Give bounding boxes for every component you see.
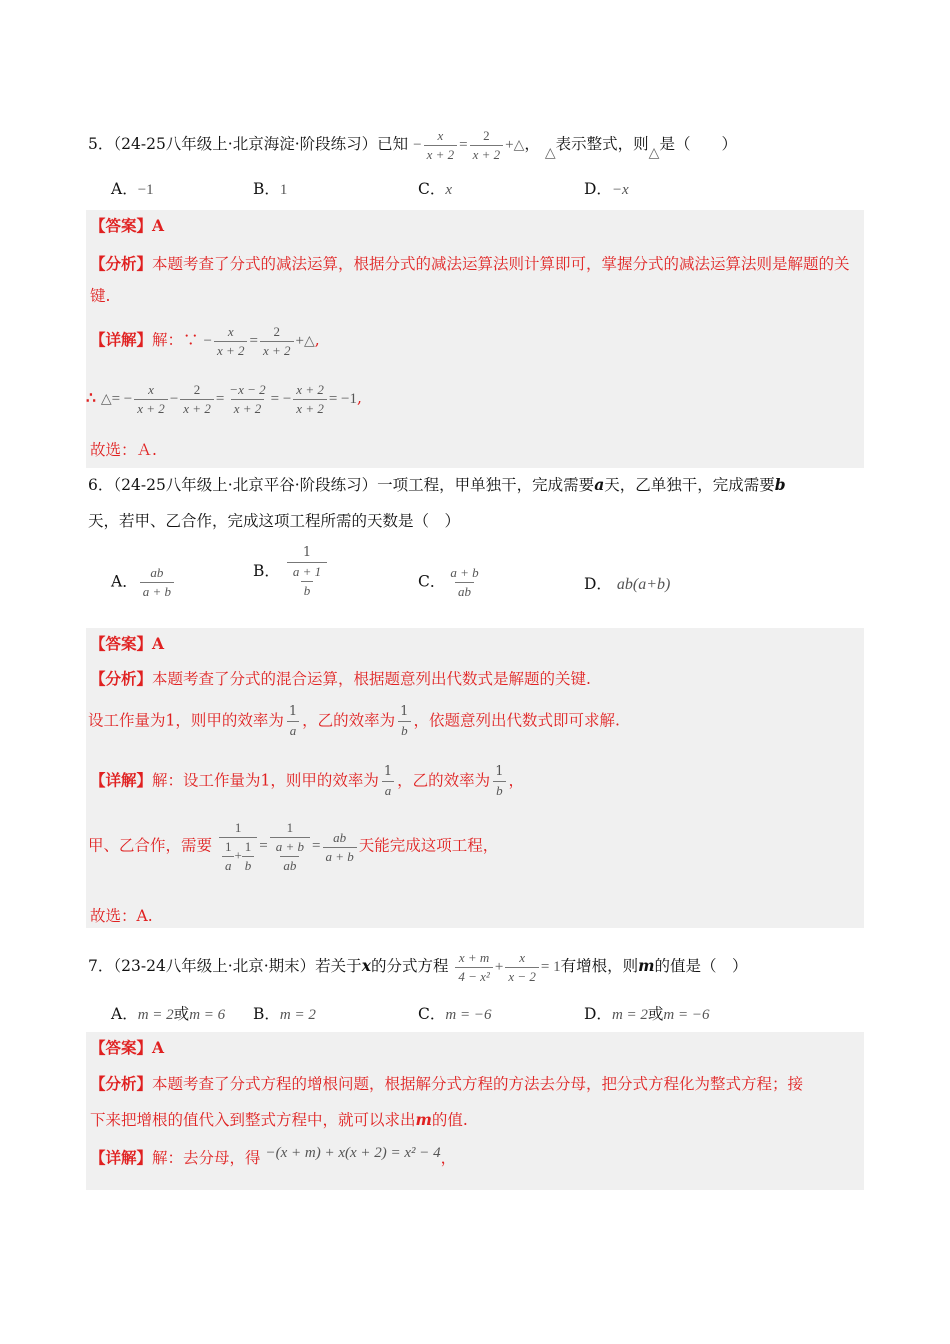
q5-number: 5．: [88, 134, 114, 153]
triangle-icon: △: [648, 144, 660, 161]
q7-option-d[interactable]: D．m = 2或m = −6: [584, 1005, 710, 1023]
triangle-icon: △: [303, 333, 315, 349]
q6-option-a[interactable]: A． $\frac{ab}{a + b}$: [111, 565, 176, 600]
triangle-icon: △: [100, 391, 112, 407]
q5-analysis: 【分析】本题考查了分式的减法运算，根据分式的减法运算法则计算即可，掌握分式的减法运算法则是解题的关键.: [90, 254, 850, 305]
q5-option-c[interactable]: C．x: [418, 180, 453, 198]
q7-option-c[interactable]: C．m = −6: [418, 1005, 492, 1023]
q5-stem: 5．（24-25八年级上·北京海淀·阶段练习）已知 − $\frac{x}{x + 2}$ = $\frac{2}{x + 2}$ +△， △表示整式，则△是（ ）: [88, 128, 737, 162]
q5-source: （24-25八年级上·北京海淀·阶段练习）: [113, 134, 378, 153]
q6-detail-line2: 甲、乙合作，需要 1 $\frac{1}{a}$ + $\frac{1}{b}$ = $\frac{1}{\frac{a + b}{ab}}$ = $\frac{ab}{a + b}$ 天能完成这项工程，: [88, 820, 499, 873]
q6-detail-line1: 【详解】解：设工作量为1，则甲的效率为 $\frac{1}{a}$ ，乙的效率为 $\frac{1}{b}$ ，: [90, 764, 524, 798]
q6-conclusion: 故选：A.: [90, 907, 153, 925]
q6-solution-box: [86, 628, 864, 928]
q5-answer: 【答案】A: [90, 216, 165, 235]
q6-stem-line1: 6．（24-25八年级上·北京平谷·阶段练习）一项工程，甲单独干，完成需要a天，乙单独干，完成需要b: [88, 475, 786, 494]
q7-analysis-line2: 下来把增根的值代入到整式方程中，就可以求出m的值.: [90, 1110, 468, 1129]
q7-detail-line1: 【详解】解：去分母，得 −(x + m) + x(x + 2) = x² − 4，: [90, 1145, 457, 1167]
q7-option-a[interactable]: A．m = 2或m = 6: [111, 1005, 226, 1023]
q7-answer: 【答案】A: [90, 1038, 165, 1057]
triangle-icon: △: [544, 144, 556, 161]
triangle-icon: △: [513, 137, 525, 153]
q7-option-b[interactable]: B．m = 2: [253, 1005, 316, 1023]
q5-detail-line1: 【详解】解：∵ − $\frac{x}{x + 2}$ = $\frac{2}{x + 2}$ +△,: [90, 324, 320, 358]
q5-option-b[interactable]: B．1: [253, 180, 288, 198]
q5-option-d[interactable]: D．−x: [584, 180, 629, 198]
q5-stem-a: 已知: [377, 134, 409, 153]
q6-option-c[interactable]: C． $\frac{a + b}{ab}$: [418, 565, 479, 599]
q6-stem-line2: 天，若甲、乙合作，完成这项工程所需的天数是（ ）: [88, 512, 461, 530]
q5-option-a[interactable]: A．−1: [111, 180, 154, 198]
q7-stem: 7．（23-24八年级上·北京·期末）若关于x的分式方程 $\frac{x + m}{\text{4 − x²}}$ + $\frac{x}{x - 2}$ = 1有增根，则m的值是（ ）: [88, 950, 748, 984]
q6-option-b[interactable]: B． $\frac{1}{\frac{a + 1}{b}}$: [253, 545, 329, 599]
q6-answer: 【答案】A: [90, 634, 165, 653]
q5-detail-line2: ∴ △= − $\frac{x}{x + 2}$ − $\frac{2}{x + 2}$ = $\frac{-x - 2}{x + 2}$ = − $\frac{x + 2}{x + 2}$ = −1,: [86, 382, 362, 416]
q6-analysis-line2: 设工作量为1，则甲的效率为 $\frac{1}{a}$ ，乙的效率为 $\frac{1}{b}$ ，依题意列出代数式即可求解.: [88, 704, 620, 738]
q6-analysis-line1: 【分析】本题考查了分式的混合运算，根据题意列出代数式是解题的关键.: [90, 669, 591, 688]
q5-solution-box: [86, 210, 864, 468]
q5-conclusion: 故选：Ａ.: [90, 441, 157, 459]
q5-given-equation: − $\frac{x}{x + 2}$ = $\frac{2}{x + 2}$ +△: [413, 128, 525, 162]
q7-analysis-line1: 【分析】本题考查了分式方程的增根问题，根据解分式方程的方法去分母，把分式方程化为整式方程；接: [90, 1074, 804, 1093]
q7-solution-box: [86, 1032, 864, 1190]
q6-option-d[interactable]: D． ab(a+b): [584, 575, 671, 593]
